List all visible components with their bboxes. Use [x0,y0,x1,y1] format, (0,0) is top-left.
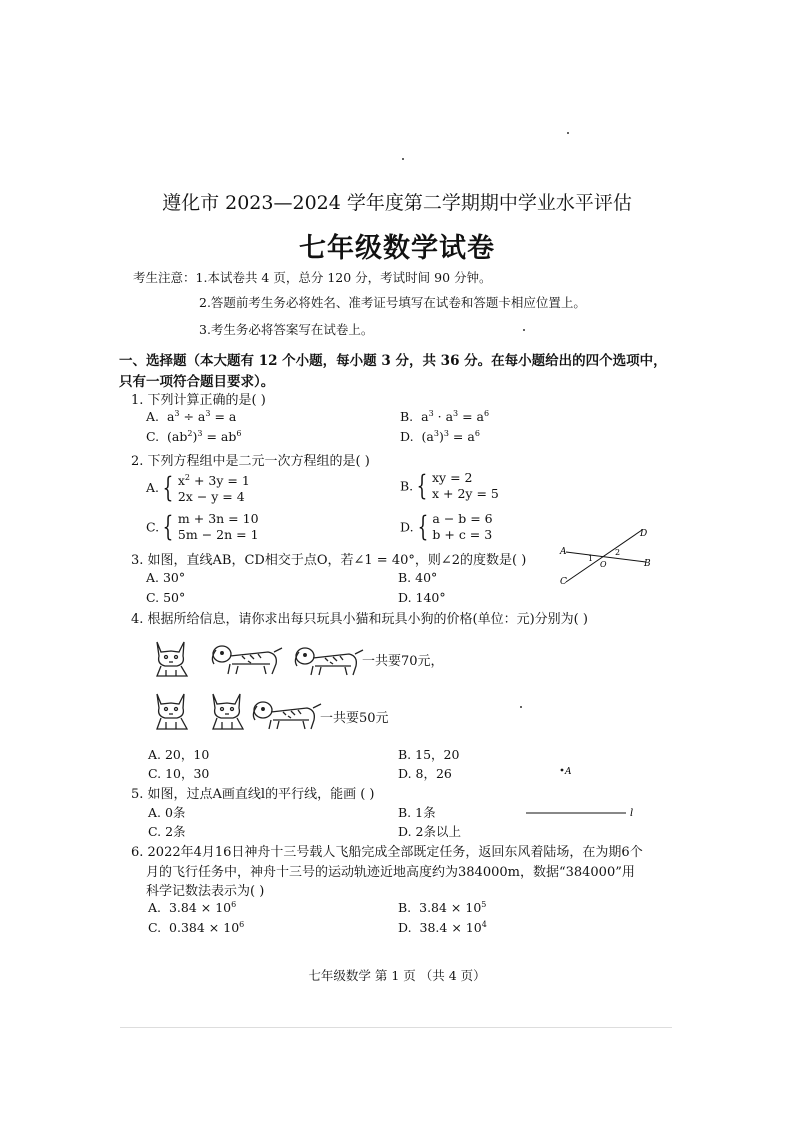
scan-speck [567,132,569,134]
exam-subtitle: 七年级数学试卷 [299,233,495,264]
q4-option-b[interactable]: B. 15，20 [398,747,460,762]
line-l-label: l [630,808,634,819]
q3-option-a[interactable]: A. 30° [146,570,186,585]
notice-item: 1.本试卷共 4 页，总分 120 分，考试时间 90 分钟。 [195,270,492,285]
question-6-line: 月的飞行任务中，神舟十三号的运动轨迹近地高度约为384000m，数据“384000”用 [146,865,635,880]
q3-intersecting-lines-figure [556,524,656,586]
q1-option-a[interactable]: A. $a^3 \div a^3 = a$ [146,409,237,424]
q3-option-d[interactable]: D. 140° [398,590,446,605]
line-cd [566,530,642,582]
q5-option-a[interactable]: A. 0条 [148,805,186,820]
scan-speck [520,706,522,708]
scan-speck [402,158,404,160]
toy-cat-icon [149,638,195,678]
notice-line-1 [133,268,492,286]
angle-1-label: 1 [588,554,594,563]
q4-row1-total: 一共要70元， [362,654,444,669]
q4-option-d[interactable]: D. 8，26 [398,766,452,781]
toy-dog-icon [292,643,366,679]
question-6-line: 6. 2022年4月16日神舟十三号载人飞船完成全部既定任务，返回东风着陆场，在为期6个 [131,845,643,860]
q1-option-d[interactable]: D. $(a^3)^3 = a^6$ [400,429,480,444]
question-1-stem: 1. 下列计算正确的是( ) [131,393,266,408]
q6-option-a[interactable]: A. $3.84 \times 10^6$ [148,900,237,915]
q2-option-a[interactable]: A. { $x^2 + 3y = 1$ 2x − y = 4 [146,470,250,504]
q4-row2-total: 一共要50元 [320,711,389,726]
section-heading: 只有一项符合题目要求）。 [119,374,275,390]
point-o-label: O [600,560,607,569]
point-b-label: B [644,559,651,569]
q5-option-d[interactable]: D. 2条以上 [398,824,461,839]
q2-option-c[interactable]: C. { m + 3n = 10 5m − 2n = 1 [146,510,259,543]
toy-dog-icon [250,697,324,733]
point-a-label: A [560,547,567,557]
scan-speck [523,329,525,331]
page-footer: 七年级数学 第 1 页 （共 4 页） [308,968,486,983]
q3-option-b[interactable]: B. 40° [398,570,438,585]
point-d-label: D [640,529,648,539]
question-5-stem: 5. 如图，过点A画直线l的平行线，能画 ( ) [131,787,375,802]
angle-2-label: 2 [615,548,621,557]
q5-point-line-figure [520,762,644,820]
q2-option-b[interactable]: B. { xy = 2 x + 2y = 5 [400,469,499,502]
q4-option-c[interactable]: C. 10，30 [148,766,210,781]
toy-cat-icon [205,690,251,732]
page-divider [120,1027,672,1028]
point-a [561,769,564,772]
toy-dog-icon [208,640,286,678]
notice-item: 2.答题前考生务必将姓名、准考证号填写在试卷和答题卡相应位置上。 [199,295,586,310]
question-3-stem: 3. 如图，直线AB，CD相交于点O，若∠1 = 40°，则∠2的度数是( ) [131,553,527,568]
q6-option-b[interactable]: B. $3.84 \times 10^5$ [398,900,487,915]
question-6-line: 科学记数法表示为( ) [146,884,265,899]
point-c-label: C [560,577,567,586]
q2-option-d[interactable]: D. { a − b = 6 b + c = 3 [400,510,493,543]
notice-item: 3.考生务必将答案写在试卷上。 [199,322,374,337]
question-2-stem: 2. 下列方程组中是二元一次方程组的是( ) [131,454,370,469]
point-a-label: A [565,767,572,777]
q3-option-c[interactable]: C. 50° [146,590,186,605]
toy-cat-icon [149,690,195,732]
question-4-stem: 4. 根据所给信息，请你求出每只玩具小猫和玩具小狗的价格(单位：元)分别为( ) [131,612,588,627]
q5-option-c[interactable]: C. 2条 [148,824,186,839]
q1-option-b[interactable]: B. $a^3 \cdot a^3 = a^6$ [400,409,490,424]
q6-option-d[interactable]: D. $38.4 \times 10^4$ [398,920,487,935]
q6-option-c[interactable]: C. $0.384 \times 10^6$ [148,920,245,935]
notice-label: 考生注意： [133,270,196,285]
q4-option-a[interactable]: A. 20，10 [148,747,210,762]
exam-title: 遵化市 2023—2024 学年度第二学期期中学业水平评估 [162,192,632,214]
section-heading: 一、选择题（本大题有 12 个小题，每小题 3 分，共 36 分。在每小题给出的四个选项中， [119,353,667,369]
q1-option-c[interactable]: C. $(ab^2)^3 = ab^6$ [146,429,242,444]
q5-option-b[interactable]: B. 1条 [398,805,436,820]
